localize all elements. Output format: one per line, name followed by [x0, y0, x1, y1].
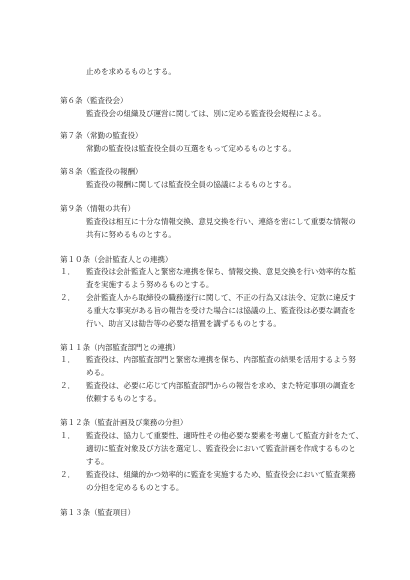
article-8-heading: 第８条（監査役の報酬）	[60, 167, 143, 176]
article-12-item-1-line-1: 監査役は、協力して重要性、適時性その他必要な要素を考慮して監査方針をたて、	[86, 431, 364, 440]
article-9-text-line-2: 共有に努めるものとする。	[86, 230, 176, 239]
article-7-heading: 第７条（常勤の監査役）	[60, 131, 143, 140]
article-12-item-2-line-1: 監査役は、組織的かつ効率的に監査を実施するため、監査役会において監査業務	[86, 470, 356, 479]
article-12-item-2-line-2: の分担を定めるものとする。	[86, 483, 184, 492]
continuation-text: 止めを求めるものとする。	[86, 67, 176, 76]
article-10-item-2-line-3: 行い、助言又は勧告等の必要な措置を講ずるものとする。	[86, 319, 281, 328]
article-11-item-2-line-2: 依頼するものとする。	[86, 394, 161, 403]
article-12-item-1-line-2: 適切に監査対象及び方法を選定し、監査役会において監査計画を作成するものと	[86, 444, 356, 453]
article-6-heading: 第６条（監査役会）	[60, 96, 128, 105]
article-6-text: 監査役会の組織及び運営に関しては、別に定める監査役会規程による。	[86, 109, 326, 118]
article-9-text-line-1: 監査役は相互に十分な情報交換、意見交換を行い、連絡を密にして重要な情報の	[86, 217, 356, 226]
article-11-item-1-line-1: 監査役は、内部監査部門と緊密な連携を保ち、内部監査の結果を活用するよう努	[86, 355, 356, 364]
article-10-item-1-line-1: 監査役は会計監査人と緊密な連携を保ち、情報交換、意見交換を行い効率的な監	[86, 267, 356, 276]
article-13-heading: 第１３条（監査項目）	[60, 508, 135, 517]
article-10-item-1-marker: １．	[60, 267, 75, 276]
article-10-item-1-line-2: 査を実施するよう努めるものとする。	[86, 280, 214, 289]
article-10-heading: 第１０条（会計監査人との連携）	[60, 255, 173, 264]
article-9-heading: 第９条（情報の共有）	[60, 204, 135, 213]
article-12-heading: 第１２条（監査計画及び業務の分担）	[60, 418, 188, 427]
article-11-heading: 第１１条（内部監査部門との連携）	[60, 343, 180, 352]
article-8-text: 監査役の報酬に関しては監査役全員の協議によるものとする。	[86, 180, 296, 189]
article-12-item-1-marker: １．	[60, 431, 75, 440]
article-10-item-2-line-2: る重大な事実がある旨の報告を受けた場合には協議の上、監査役は必要な調査を	[86, 306, 356, 315]
article-12-item-2-marker: ２．	[60, 470, 75, 479]
article-11-item-2-marker: ２．	[60, 381, 75, 390]
article-12-item-1-line-3: する。	[86, 457, 109, 466]
article-7-text: 常勤の監査役は監査役全員の互選をもって定めるものとする。	[86, 144, 296, 153]
article-10-item-2-line-1: 会計監査人から取締役の職務遂行に関して、不正の行為又は法令、定款に違反す	[86, 293, 356, 302]
article-11-item-2-line-1: 監査役は、必要に応じて内部監査部門からの報告を求め、また特定事項の調査を	[86, 381, 356, 390]
article-11-item-1-marker: １．	[60, 355, 75, 364]
article-11-item-1-line-2: める。	[86, 368, 109, 377]
article-10-item-2-marker: ２．	[60, 293, 75, 302]
